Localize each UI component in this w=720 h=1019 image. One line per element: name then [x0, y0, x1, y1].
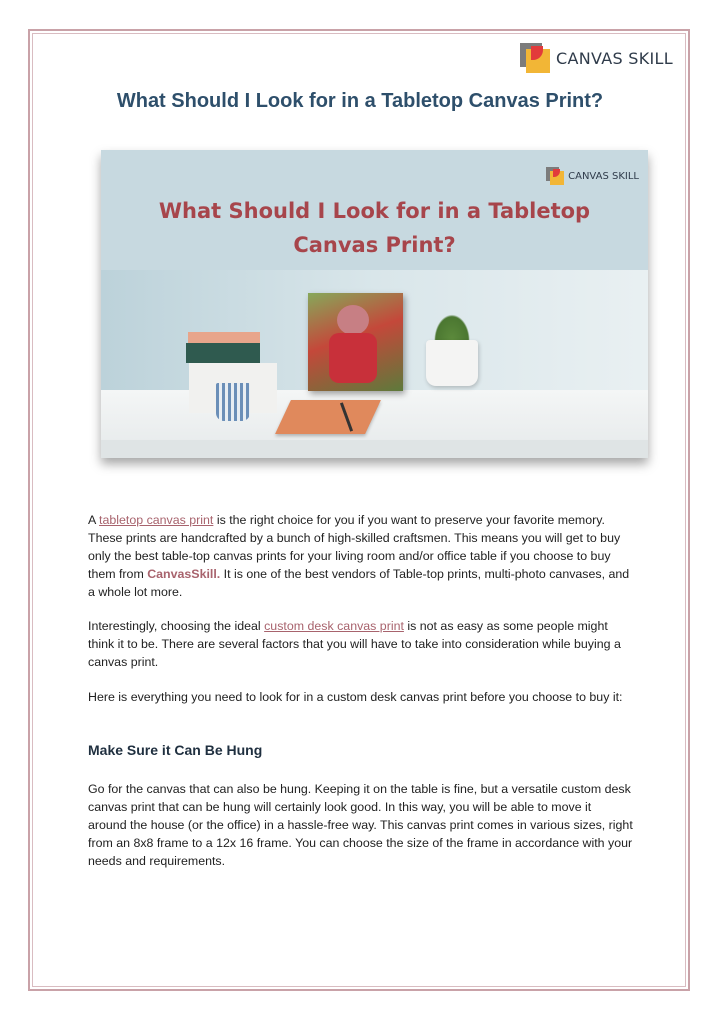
canvas-skill-logo-icon	[546, 167, 564, 185]
page-title: What Should I Look for in a Tabletop Canvas Print?	[116, 90, 604, 112]
header-logo[interactable]	[520, 43, 673, 73]
canvas-skill-logo-icon	[520, 43, 550, 73]
hero-title	[101, 194, 648, 262]
photo-child-hat	[337, 305, 369, 335]
plant-illustration	[431, 310, 473, 344]
custom-desk-canvas-print-link[interactable]: custom desk canvas print	[264, 619, 404, 633]
logo-text: CANVAS SKILL	[556, 48, 673, 68]
book-illustration	[186, 343, 260, 363]
hero-title-line1: What Should I Look for in a Tabletop	[158, 199, 591, 223]
text: is the right choice for you if you want to preserve your favorite memory. These prints are handcrafted by a bunch of high-skilled craftsmen. This means you will get to buy only the best table-top canvas prints for your living room and/or office table if you choose to buy them from	[88, 513, 621, 581]
article-paragraph-1	[88, 511, 633, 601]
tabletop-canvas-print-link[interactable]: tabletop canvas print	[99, 513, 214, 527]
article-paragraph-2	[88, 617, 633, 671]
hero-title-line2: Canvas Print?	[293, 233, 456, 257]
mug-illustration	[216, 383, 250, 421]
brand-name: CanvasSkill.	[147, 567, 221, 581]
text: A	[88, 513, 100, 527]
text: is not as easy as some people might think it to be. There are several factors that you will have to take into consideration while buying a canvas print.	[88, 619, 621, 669]
text: Here is everything you need to look for in a custom desk canvas print before you choose to buy it:	[88, 690, 623, 704]
notebook-illustration	[275, 400, 381, 434]
pot-illustration	[426, 340, 478, 386]
section-heading: Make Sure it Can Be Hung	[88, 742, 263, 758]
photo-child-jacket	[329, 333, 377, 383]
hero-image	[101, 150, 648, 458]
hero-logo-text: CANVAS SKILL	[568, 170, 639, 182]
article-paragraph-3	[88, 688, 633, 706]
text: Go for the canvas that can also be hung. Keeping it on the table is fine, but a versatile custom desk canvas print that can be hung will certainly look good. In this way, you will be able to move it around the house (or the office) in a hassle-free way. This canvas print comes in various sizes, right from an 8x8 frame to a 12x 16 frame. You can choose the size of the frame in accordance with your needs and requirements.	[88, 782, 633, 868]
hero-logo	[546, 167, 639, 185]
text: Interestingly, choosing the ideal	[88, 619, 265, 633]
text: It is one of the best vendors of Table-top prints, multi-photo canvases, and a whole lot more.	[88, 567, 630, 599]
hero-shelf-edge	[101, 440, 648, 458]
article-paragraph-4	[88, 780, 633, 870]
